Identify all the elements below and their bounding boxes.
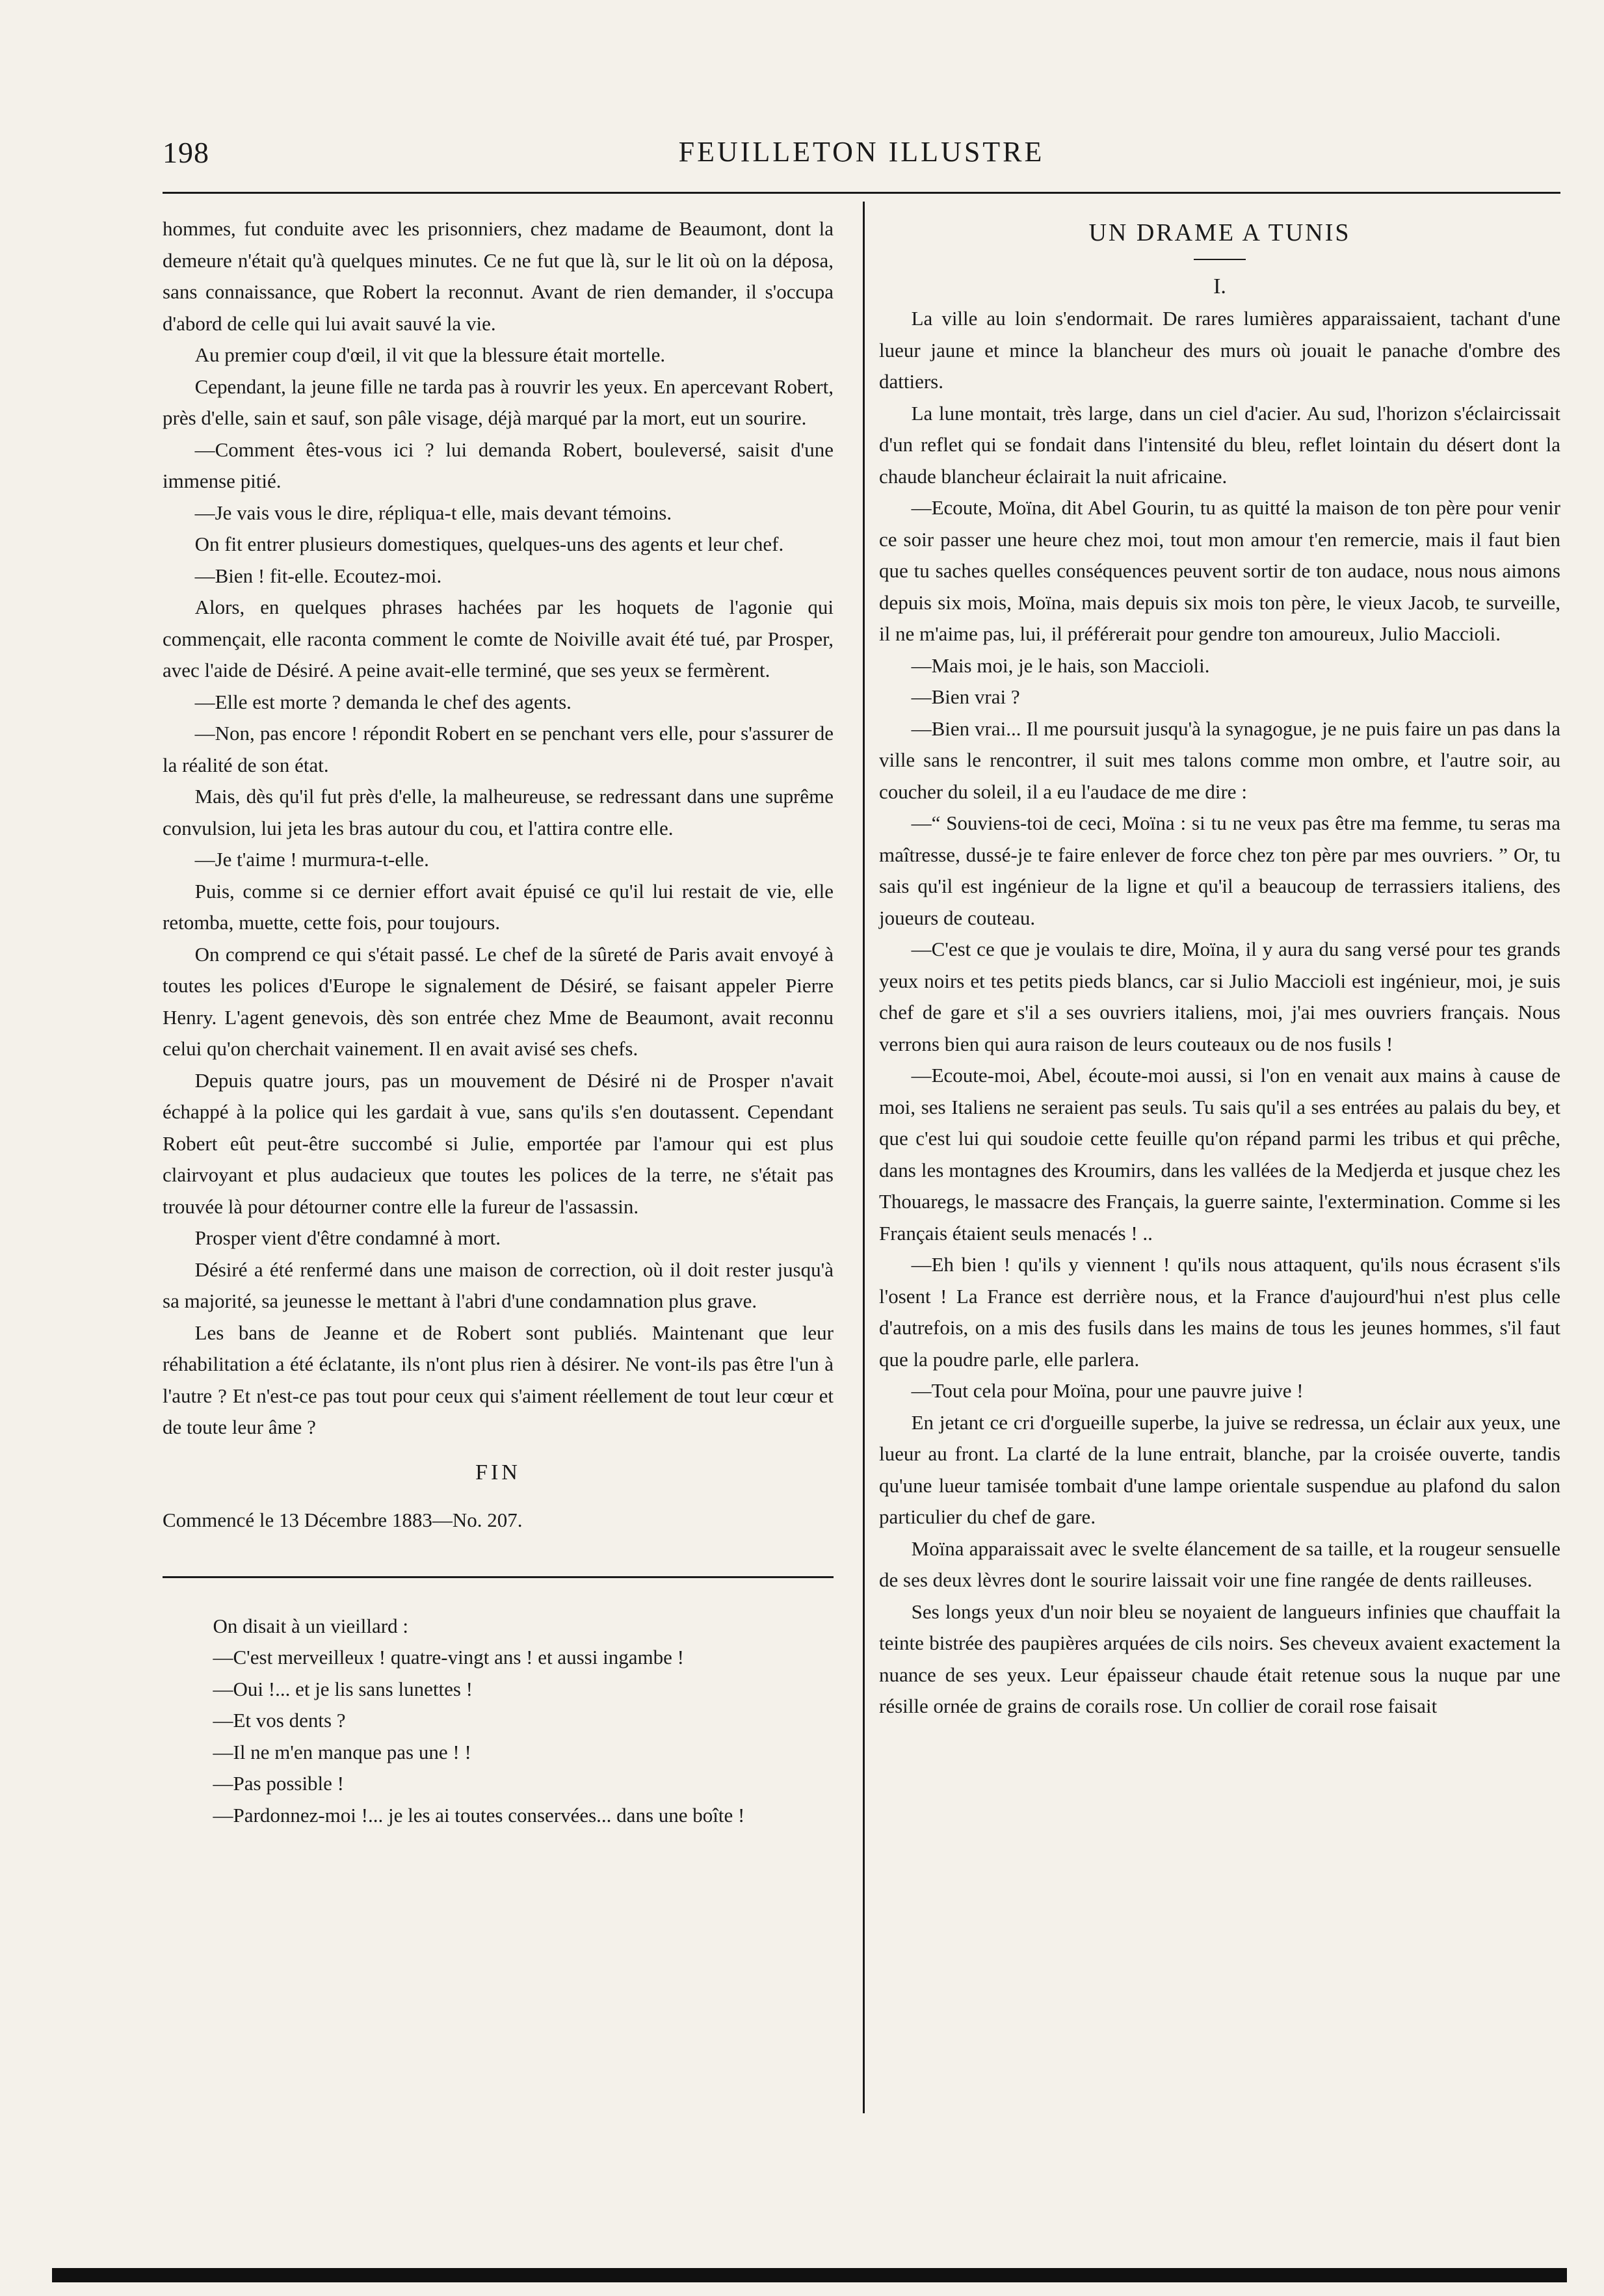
right-column xyxy=(879,213,1560,1722)
chapter-number: I. xyxy=(1213,274,1226,298)
paragraph: —Bien vrai ? xyxy=(911,685,1020,708)
serial-note: Commencé le 13 Décembre 1883—No. 207. xyxy=(163,1508,523,1531)
paragraph: Mais, dès qu'il fut près d'elle, la malheureuse, se redressant dans une suprême convulsion, lui jeta les bras autour du cou, et l'attira contre elle. xyxy=(163,785,834,839)
paragraph: —Ecoute-moi, Abel, écoute-moi aussi, si l'on en venait aux mains à cause de moi, ses Italiens ne seraient pas seuls. Tu sais qu'il a ses entrées au palais du bey, et que c'est lui qui soudoie cette feuille qu'on répand parmi les tribus et qui prêche, dans les montagnes des Kroumirs, dans les vallées de la Medjerda et jusque chez les Thouaregs, le massacre des Français, la guerre sainte, l'extermination. Comme si les Français étaient seuls menacés ! .. xyxy=(879,1064,1560,1245)
paragraph: Désiré a été renfermé dans une maison de correction, où il doit rester jusqu'à sa majorité, sa jeunesse le mettant à l'abri d'une condamnation plus grave. xyxy=(163,1258,834,1312)
bottom-border xyxy=(52,2268,1567,2282)
paragraph: —Bien ! fit-elle. Ecoutez-moi. xyxy=(194,564,442,587)
paragraph: Les bans de Jeanne et de Robert sont publiés. Maintenant que leur réhabilitation a été éclatante, ils n'ont plus rien à désirer. Ne vont-ils pas être l'un à l'autre ? Et n'est-ce pas tout pour ceux qui s'aiment réellement de tout leur cœur et de toute leur âme ? xyxy=(163,1321,834,1438)
title-rule xyxy=(1194,259,1246,260)
paragraph: —Tout cela pour Moïna, pour une pauvre juive ! xyxy=(911,1379,1304,1402)
paragraph: hommes, fut conduite avec les prisonniers, chez madame de Beaumont, dont la demeure n'était qu'à quelques minutes. Ce ne fut que là, sur le lit où on la déposa, sans connaissance, que Robert la reconnut. Avant de rien demander, il s'occupa d'abord de celle qui lui avait sauvé la vie. xyxy=(163,217,834,335)
paragraph: On fit entrer plusieurs domestiques, quelques-uns des agents et leur chef. xyxy=(194,533,784,555)
anecdote-line: —Oui !... et je lis sans lunettes ! xyxy=(213,1677,473,1700)
paragraph: —Eh bien ! qu'ils y viennent ! qu'ils nous attaquent, qu'ils nous écrasent s'ils l'osent ! La France est derrière nous, et la France d'aujourd'hui n'est plus celle d'autrefois, on a mis des fusils dans les mains de tous les jeunes hommes, s'il faut que la poudre parle, elle parlera. xyxy=(879,1253,1560,1371)
anecdote-line: —Il ne m'en manque pas une ! ! xyxy=(213,1740,471,1763)
anecdote-line: —C'est merveilleux ! quatre-vingt ans ! et aussi ingambe ! xyxy=(213,1646,684,1669)
anecdote-line: On disait à un vieillard : xyxy=(213,1614,408,1637)
paragraph: On comprend ce qui s'était passé. Le chef de la sûreté de Paris avait envoyé à toutes les polices d'Europe le signalement de Désiré, se faisant appeler Pierre Henry. L'agent genevois, dès son entrée chez Mme de Beaumont, avait reconnu celui qu'on cherchait vainement. Il en avait avisé ses chefs. xyxy=(163,942,834,1060)
paragraph: Prosper vient d'être condamné à mort. xyxy=(194,1226,501,1249)
paragraph: Depuis quatre jours, pas un mouvement de Désiré ni de Prosper n'avait échappé à la police qui les gardait à vue, sans qu'ils s'en doutassent. Cependant Robert eût peut-être succombé si Julie, emportée par l'amour qui est plus clairvoyant et plus audacieux que toutes les polices de la terre, ne s'était pas trouvée là pour détourner contre elle la fureur de l'assassin. xyxy=(163,1068,834,1218)
paragraph: —C'est ce que je voulais te dire, Moïna, il y aura du sang versé pour tes grands yeux noirs et tes petits pieds blancs, car si Julio Maccioli est ingénieur, moi, je suis chef de gare et s'il a ses ouvriers italiens, moi, j'ai mes ouvriers français. Nous verrons bien qui aura raison de leurs couteaux ou de nos fusils ! xyxy=(879,938,1560,1055)
paragraph: Alors, en quelques phrases hachées par les hoquets de l'agonie qui commençait, elle raconta comment le comte de Noiville avait été tué, par Prosper, avec l'aide de Désiré. A peine avait-elle terminé, que ses yeux se fermèrent. xyxy=(163,596,834,681)
paragraph: —Non, pas encore ! répondit Robert en se penchant vers elle, pour s'assurer de la réalité de son état. xyxy=(163,722,834,776)
page-number: 198 xyxy=(163,136,209,169)
paragraph: —Comment êtes-vous ici ? lui demanda Robert, bouleversé, saisit d'une immense pitié. xyxy=(163,438,834,492)
paragraph: —Ecoute, Moïna, dit Abel Gourin, tu as quitté la maison de ton père pour venir ce soir passer une heure chez moi, tout mon amour t'en remercie, mais il faut bien que tu saches quelles conséquences peuvent sortir de ton audace, nous nous aimons depuis six mois, Moïna, mais depuis six mois ton père, le vieux Jacob, te surveille, il ne m'aime pas, lui, il préférerait pour gendre ton amoureux, Julio Maccioli. xyxy=(879,496,1560,645)
anecdote xyxy=(163,1611,834,1832)
header-rule xyxy=(163,192,1560,194)
paragraph: Cependant, la jeune fille ne tarda pas à rouvrir les yeux. En apercevant Robert, près d'elle, sain et sauf, son pâle visage, déjà marqué par la mort, eut un sourire. xyxy=(163,375,834,429)
paragraph: Ses longs yeux d'un noir bleu se noyaient de langueurs infinies que chauffait la teinte bistrée des paupières arquées de cils noirs. Ses cheveux avaient exactement la nuance de ses yeux. Leur épaisseur chaude était retenue sous la nuque par une résille ornée de grains de corails rose. Un collier de corail rose faisait xyxy=(879,1600,1560,1717)
paragraph: En jetant ce cri d'orgueille superbe, la juive se redressa, un éclair aux yeux, une lueur au front. La clarté de la lune entrait, blanche, par la croisée ouverte, tandis qu'une lueur tamisée tombait d'une lampe orientale suspendue au plafond du salon particulier du chef de gare. xyxy=(879,1410,1560,1528)
paragraph: —Mais moi, je le hais, son Maccioli. xyxy=(911,653,1210,677)
column-divider xyxy=(863,202,865,2113)
running-title: FEUILLETON ILLUSTRE xyxy=(678,136,1045,168)
paragraph: Puis, comme si ce dernier effort avait épuisé ce qu'il lui restait de vie, elle retomba, muette, cette fois, pour toujours. xyxy=(163,879,834,934)
anecdote-line: —Pas possible ! xyxy=(213,1772,344,1795)
anecdote-line: —Et vos dents ? xyxy=(213,1709,346,1732)
anecdote-line: —Pardonnez-moi !... je les ai toutes conservées... dans une boîte ! xyxy=(213,1803,745,1827)
story-title: UN DRAME A TUNIS xyxy=(1088,219,1351,246)
left-column xyxy=(163,213,834,1831)
paragraph: La lune montait, très large, dans un ciel d'acier. Au sud, l'horizon s'éclaircissait d'un reflet qui se fondait dans l'intensité du bleu, reflet lointain du désert dont la chaude blancheur éclairait la nuit africaine. xyxy=(879,401,1560,488)
paragraph: Au premier coup d'œil, il vit que la blessure était mortelle. xyxy=(194,343,666,366)
paragraph: —Je vais vous le dire, répliqua-t elle, mais devant témoins. xyxy=(194,501,672,524)
paragraph: Moïna apparaissait avec le svelte élancement de sa taille, et la rougeur sensuelle de ses deux lèvres dont le sourire laissait voir une fine rangée de dents railleuses. xyxy=(879,1537,1560,1591)
paragraph: —“ Souviens-toi de ceci, Moïna : si tu ne veux pas être ma femme, tu seras ma maîtresse, dussé-je te faire enlever de force chez ton père par mes ouvriers. ” Or, tu sais qu'il est ingénieur de la ligne et qu'il a beaucoup de terrassiers italiens, des joueurs de couteau. xyxy=(879,812,1560,929)
page-header xyxy=(163,135,1560,181)
paragraph: —Bien vrai... Il me poursuit jusqu'à la synagogue, je ne puis faire un pas dans la ville sans le rencontrer, il suit mes talons comme mon ombre, et l'autre soir, au coucher du soleil, il a eu l'audace de me dire : xyxy=(879,717,1560,803)
paragraph: —Elle est morte ? demanda le chef des agents. xyxy=(194,690,572,713)
paragraph: La ville au loin s'endormait. De rares lumières apparaissaient, tachant d'une lueur jaune et mince la blancheur des murs où jouait le panache d'ombre des dattiers. xyxy=(879,307,1560,393)
fin-label: FIN xyxy=(475,1460,521,1484)
section-rule xyxy=(163,1576,834,1578)
paragraph: —Je t'aime ! murmura-t-elle. xyxy=(194,848,429,871)
